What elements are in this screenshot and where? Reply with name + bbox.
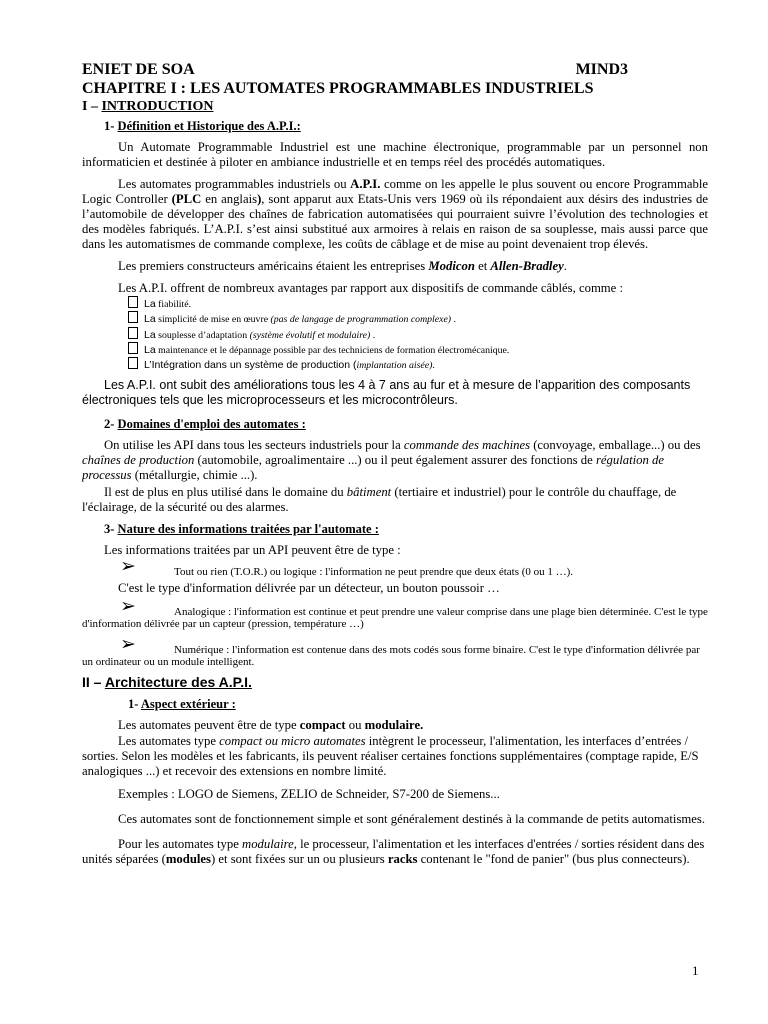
information-type-analog: ➢ Analogique : l'information est continue et peut prendre une valeur comprise dans une plage bien déterminée. C'est le type d'information délivrée par un capteur (pression, température …) bbox=[82, 596, 708, 631]
advantages-list bbox=[128, 296, 708, 372]
paragraph-building: Il est de plus en plus utilisé dans le domaine du bâtiment (tertiaire et industriel) pour le contrôle du chauffage, de l'éclairage, de la sécurité ou des alarmes. bbox=[82, 485, 677, 515]
arrow-bullet-icon: ➢ bbox=[120, 556, 136, 578]
paragraph-compact-usage: Ces automates sont de fonctionnement simple et sont généralement destinés à la commande de petits automatismes. bbox=[118, 812, 705, 827]
subsection-information-heading: 3- Nature des informations traitées par l'automate : bbox=[104, 522, 379, 537]
paragraph-compact: Les automates type compact ou micro automates intègrent le processeur, l'alimentation, les interfaces d’entrées / sorties. Selon les modèles et les fabricants, ils peuvent réaliser certaines fonctions supplémentaires (comptage rapide, E/S analogiques ...) et recevoir des extensions en nombre limité. bbox=[82, 734, 699, 779]
list-item: L’Intégration dans un système de production (implantation aisée). bbox=[128, 357, 708, 372]
paragraph-improvements: Les A.P.I. ont subit des améliorations tous les 4 à 7 ans au fur et à mesure de l’apparition des composants électroniques tels que les microprocesseurs et les microcontrôleurs. bbox=[82, 378, 691, 408]
paragraph-history: Les automates programmables industriels ou A.P.I. comme on les appelle le plus souvent ou encore Programmable Logic Controller (PLC en anglais), sont apparut aux Etats-Unis vers 1969 où ils répondaient aux désirs des industries de l’automobile de développer des chaînes de fabrication automatisées qui pourraient suivre l’évolution des technologies et des modèles fabriqués. L’A.P.I. s’est ainsi substitué aux armoires à relais en raison de sa souplesse, mais aussi parce que dans les automatismes de commande complexe, les coûts de câblage et de mise au point devenaient trop élevés. bbox=[82, 177, 708, 251]
list-item: La souplesse d’adaptation (système évolutif et modulaire) . bbox=[128, 327, 708, 342]
paragraph-manufacturers: Les premiers constructeurs américains étaient les entreprises Modicon et Allen-Bradley. bbox=[118, 259, 567, 273]
checkbox-square-icon bbox=[128, 357, 138, 369]
paragraph-information-types-intro: Les informations traitées par un API peuvent être de type : bbox=[104, 543, 401, 558]
paragraph-advantages-intro: Les A.P.I. offrent de nombreux avantages par rapport aux dispositifs de commande câblés, comme : bbox=[118, 281, 624, 295]
information-type-digital: ➢ Numérique : l'information est contenue dans des mots codés sous forme binaire. C'est le type d'information délivrée par un ordinateur ou un module intelligent. bbox=[82, 634, 700, 669]
document-page bbox=[82, 60, 708, 874]
paragraph-definition: Un Automate Programmable Industriel est une machine électronique, programmable par un personnel non informaticien et destinée à piloter en ambiance industrielle et en temps réel des procédés automatiques. bbox=[82, 140, 708, 169]
checkbox-square-icon bbox=[128, 296, 138, 308]
checkbox-square-icon bbox=[128, 311, 138, 323]
section-introduction-heading: I – INTRODUCTION bbox=[82, 99, 214, 114]
paragraph-modular: Pour les automates type modulaire, le processeur, l'alimentation et les interfaces d'entrées / sorties résident dans des unités séparées (modules) et sont fixées sur un ou plusieurs racks contenant le "fond de panier" (bus plus connecteurs). bbox=[82, 837, 705, 867]
list-item: La maintenance et le dépannage possible par des techniciens de formation électromécanique. bbox=[128, 342, 708, 357]
paragraph-examples: Exemples : LOGO de Siemens, ZELIO de Schneider, S7-200 de Siemens... bbox=[118, 787, 500, 802]
paragraph-automate-types: Les automates peuvent être de type compact ou modulaire. bbox=[118, 718, 424, 733]
subsection-exterior-heading: 1- Aspect extérieur : bbox=[128, 697, 236, 712]
checkbox-square-icon bbox=[128, 342, 138, 354]
arrow-bullet-icon: ➢ bbox=[120, 634, 136, 656]
school-name: ENIET DE SOA bbox=[82, 61, 195, 78]
arrow-bullet-icon: ➢ bbox=[120, 596, 136, 618]
page-number: 1 bbox=[692, 963, 699, 978]
subsection-definition-heading: 1- Définition et Historique des A.P.I.: bbox=[104, 119, 301, 133]
chapter-title: CHAPITRE I : LES AUTOMATES PROGRAMMABLES INDUSTRIELS bbox=[82, 80, 594, 97]
list-item: La fiabilité. bbox=[128, 296, 708, 311]
subsection-domains-heading: 2- Domaines d'emploi des automates : bbox=[104, 417, 306, 432]
class-code: MIND3 bbox=[575, 61, 628, 78]
paragraph-domains: On utilise les API dans tous les secteurs industriels pour la commande des machines (convoyage, emballage...) ou des chaînes de production (automobile, agroalimentaire ...) ou il peut également assurer des fonctions de régulation de processus (métallurgie, chimie ...). bbox=[82, 438, 701, 483]
document-header bbox=[82, 60, 708, 79]
checkbox-square-icon bbox=[128, 327, 138, 339]
information-type-tor: ➢ Tout ou rien (T.O.R.) ou logique : l'information ne peut prendre que deux états (0 ou 1 …). C'est le type d'information délivrée par un détecteur, un bouton poussoir … bbox=[118, 556, 574, 596]
section-architecture-heading: II – Architecture des A.P.I. bbox=[82, 674, 252, 691]
list-item: La simplicité de mise en œuvre (pas de langage de programmation complexe) . bbox=[128, 311, 708, 326]
